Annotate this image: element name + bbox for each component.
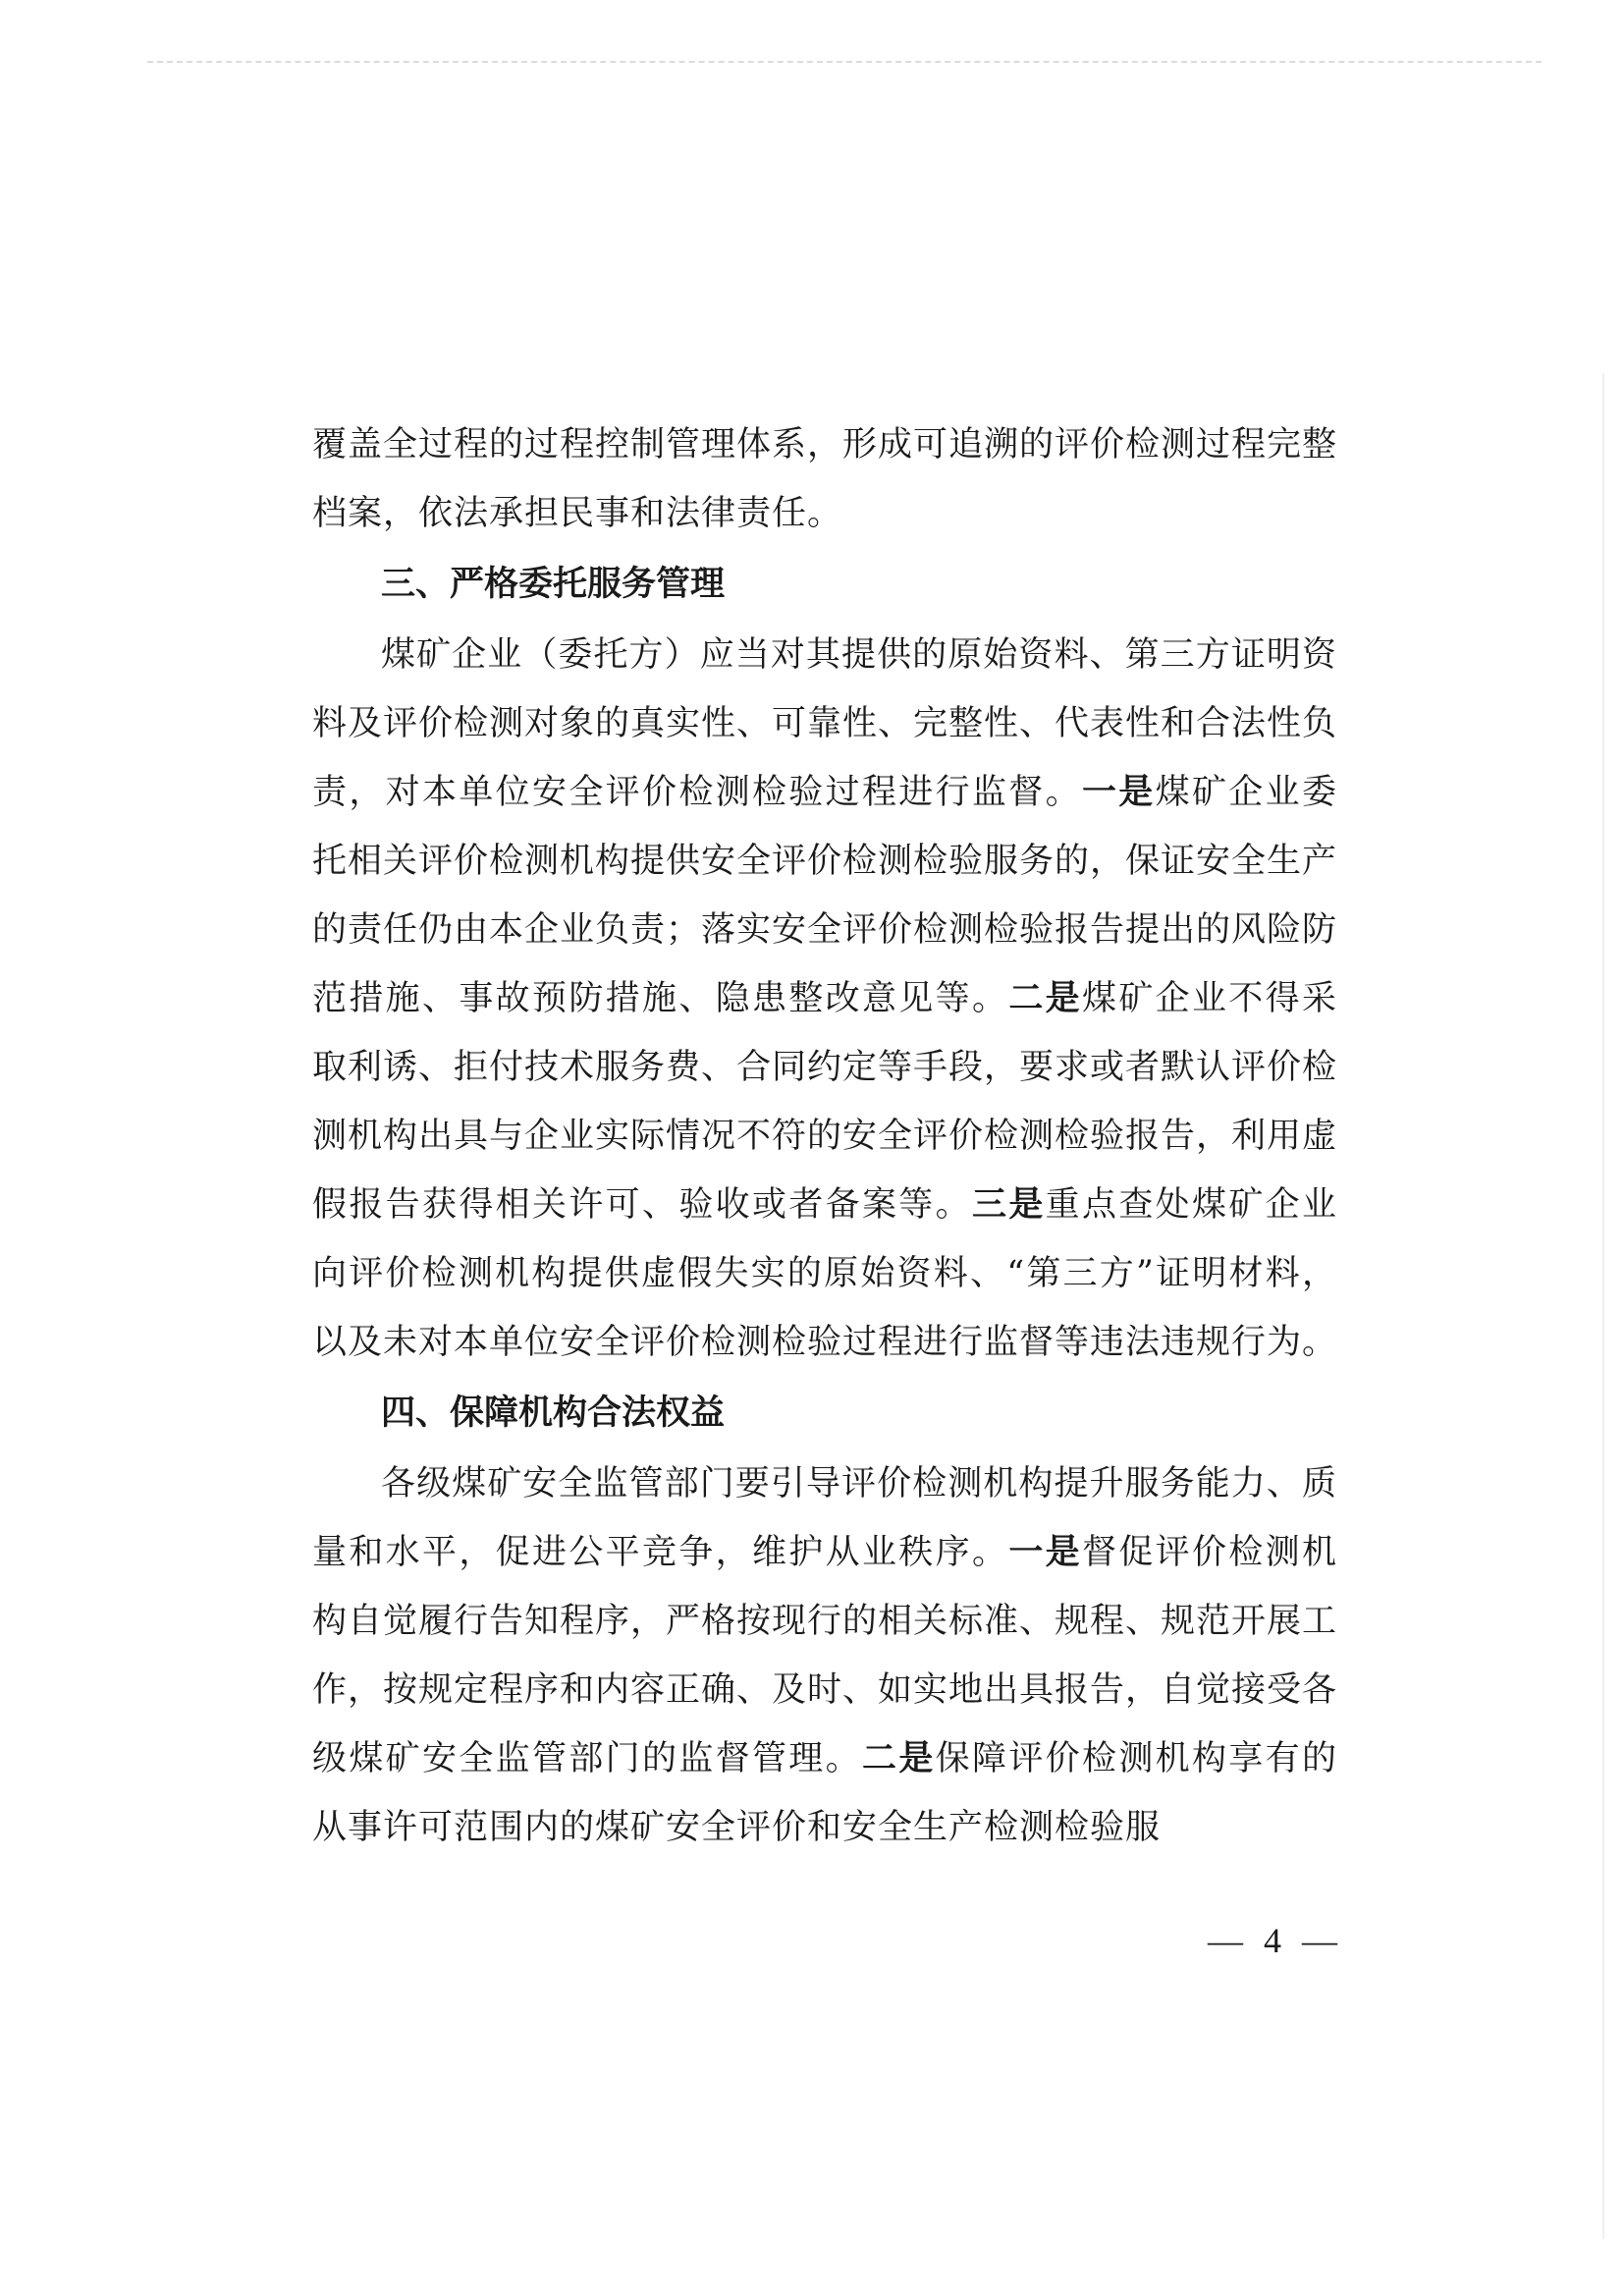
section-4-heading: 四、保障机构合法权益 (381, 1394, 726, 1433)
document-body (312, 410, 1337, 1862)
section-3-item1-text: 煤矿企业委托相关评价检测机构提供安全评价检测检验服务的，保证安全生产的责任仍由本企业负责；落实安全评价检测检验报告提出的风险防范措施、事故预防措施、隐患整改意见等。 (312, 773, 1338, 1018)
section-4-item1-label: 一是 (1008, 1533, 1082, 1572)
continuation-paragraph: 覆盖全过程的过程控制管理体系，形成可追溯的评价检测过程完整档案，依法承担民事和法律责任。 (312, 425, 1338, 533)
section-3-item2-text: 煤矿企业不得采取利诱、拒付技术服务费、合同约定等手段，要求或者默认评价检测机构出具与企业实际情况不符的安全评价检测检验报告，利用虚假报告获得相关许可、验收或者备案等。 (312, 979, 1338, 1225)
scan-top-line (147, 61, 1542, 63)
section-3-heading: 三、严格委托服务管理 (381, 565, 726, 604)
page-number: — 4 — (1208, 1921, 1343, 1960)
section-4-item1-text: 督促评价检测机构自觉履行告知程序，严格按现行的相关标准、规程、规范开展工作，按规定程序和内容正确、及时、如实地出具报告，自觉接受各级煤矿安全监管部门的监督管理。 (312, 1533, 1338, 1778)
section-4-intro: 各级煤矿安全监管部门要引导评价检测机构提升服务能力、质量和水平，促进公平竞争，维护从业秩序。 (312, 1464, 1337, 1572)
section-3-item2-label: 二是 (1008, 979, 1082, 1018)
section-3-intro: 煤矿企业（委托方）应当对其提供的原始资料、第三方证明资料及评价检测对象的真实性、可靠性、完整性、代表性和合法性负责，对本单位安全评价检测检验过程进行监督。 (312, 635, 1338, 812)
section-3-item3-label: 三是 (971, 1185, 1046, 1225)
section-4-item2-label: 二是 (861, 1739, 936, 1778)
section-3-item1-label: 一是 (1081, 773, 1156, 812)
section-4-paragraph (312, 1449, 1337, 1862)
section-4-item2-text: 保障评价检测机构享有的从事许可范围内的煤矿安全评价和安全生产检测检验服 (312, 1739, 1337, 1847)
scan-edge-shadow (1602, 373, 1604, 2239)
section-3-paragraph (312, 621, 1337, 1377)
section-3-item3-text: 重点查处煤矿企业向评价检测机构提供虚假失实的原始资料、“第三方”证明材料，以及未对本单位安全评价检测检验过程进行监督等违法违规行为。 (312, 1185, 1338, 1362)
